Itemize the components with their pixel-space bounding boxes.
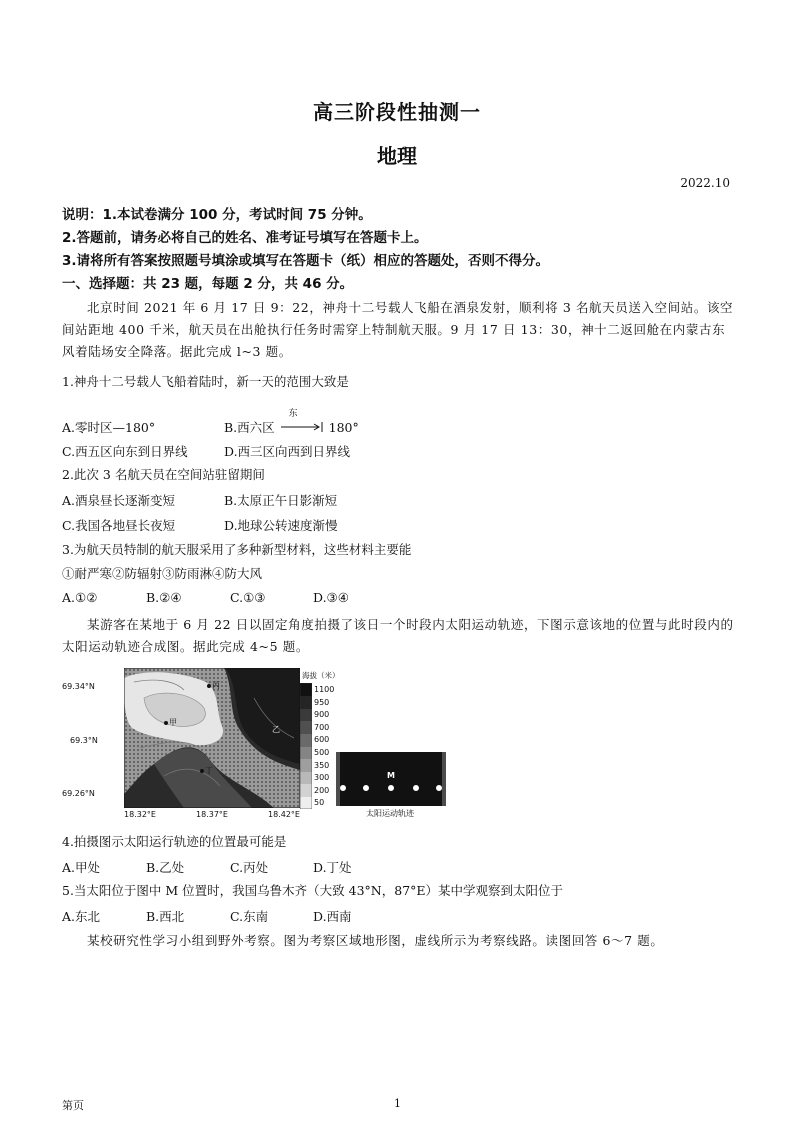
place-yi: 乙 [272,725,280,734]
q2-option-a: A.酒泉昼长逐渐变短 [62,493,176,508]
q2-option-d: D.地球公转速度渐慢 [224,518,338,533]
q3-option-b: B.②④ [146,590,182,605]
passage-1: 北京时间 2021 年 6 月 17 日 9：22，神舟十二号载人飞船在酒泉发射，顺利将 3 名航天员送入空间站。该空间站距地 400 千米，航天员在出舱执行任务时需穿上特制航天服。9 月 17 日 13：30，神十二返回舱在内蒙古东风着陆场安全降落。据此完成 l~3 题。 [62,300,734,359]
q1-option-b [224,409,359,436]
exam-title: 高三阶段性抽测一 [313,100,481,124]
q5-option-d: D.西南 [313,909,352,924]
lat-label-2: 69.3°N [70,736,98,745]
q4-option-c: C.丙处 [230,860,269,875]
q1-option-a: A.零时区—180° [62,420,156,435]
q5-option-b: B.西北 [146,909,185,924]
lon-label-2: 18.37°E [196,810,228,819]
passage-3: 某校研究性学习小组到野外考察。图为考察区域地形图，虚线所示为考察线路。读图回答 6～7 题。 [87,933,664,948]
q5-option-a: A.东北 [62,909,101,924]
place-jia: 甲 [164,717,177,728]
instruction-3: 3.请将所有答案按照题号填涂或填写在答题卡（纸）相应的答题处，否则不得分。 [62,253,550,269]
lat-label-1: 69.34°N [62,682,95,691]
subject-title: 地理 [377,144,417,168]
q1-option-d: D.西三区向西到日界线 [224,444,351,459]
instruction-2: 2.答题前，请务必将自己的姓名、准考证号填写在答题卡上。 [62,230,428,246]
legend-values: 1100 950 900 700 600 500 350 300 200 50 [314,685,335,808]
q3-option-a: A.①② [62,590,98,605]
legend-title: 海拔（米） [302,671,340,680]
sun-position-m: M [387,771,395,780]
q3-option-d: D.③④ [313,590,349,605]
q3-items: ①耐严寒②防辐射③防雨淋④防大风 [62,566,263,581]
passage-2: 某游客在某地于 6 月 22 日以固定角度拍摄了该日一个时段内太阳运动轨迹，下图示意该地的位置与此时段内的太阳运动轨迹合成图。据此完成 4~5 题。 [62,617,734,654]
sun-track-caption: 太阳运动轨迹 [366,809,414,818]
arrow-east-icon [279,409,325,432]
lon-label-1: 18.32°E [124,810,156,819]
place-ding: 丁 [200,765,213,776]
q5-option-c: C.东南 [230,909,269,924]
q1-option-b-prefix: B.西六区 [224,420,275,435]
q1-option-c: C.西五区向东到日界线 [62,444,188,459]
q4-option-a: A.甲处 [62,860,101,875]
q2-stem: 2.此次 3 名航天员在空间站驻留期间 [62,467,265,482]
place-bing: 丙 [207,680,220,691]
q3-option-c: C.①③ [230,590,266,605]
q4-stem: 4.拍摄图示太阳运行轨迹的位置最可能是 [62,834,287,849]
footer-label: 第页 [62,1099,84,1112]
q2-option-b: B.太原正午日影渐短 [224,493,338,508]
lat-label-3: 69.26°N [62,789,95,798]
q1-option-b-suffix: 180° [328,420,359,435]
q5-stem: 5.当太阳位于图中 M 位置时，我国乌鲁木齐（大致 43°N，87°E）某中学观察到太阳位于 [62,883,564,898]
section-heading: 一、选择题：共 23 题，每题 2 分，共 46 分。 [62,276,354,292]
instruction-1: 说明：1.本试卷满分 100 分，考试时间 75 分钟。 [62,207,372,223]
q4-option-b: B.乙处 [146,860,185,875]
arrow-label: 东 [288,409,298,419]
exam-date: 2022.10 [680,176,730,190]
q3-stem: 3.为航天员特制的航天服采用了多种新型材料，这些材料主要能 [62,542,412,557]
q1-stem: 1.神舟十二号载人飞船着陆时，新一天的范围大致是 [62,374,349,389]
q2-option-c: C.我国各地昼长夜短 [62,518,176,533]
page-number: 1 [394,1097,401,1110]
q4-option-d: D.丁处 [313,860,352,875]
lon-label-3: 18.42°E [268,810,300,819]
elevation-legend-bar [300,683,312,809]
